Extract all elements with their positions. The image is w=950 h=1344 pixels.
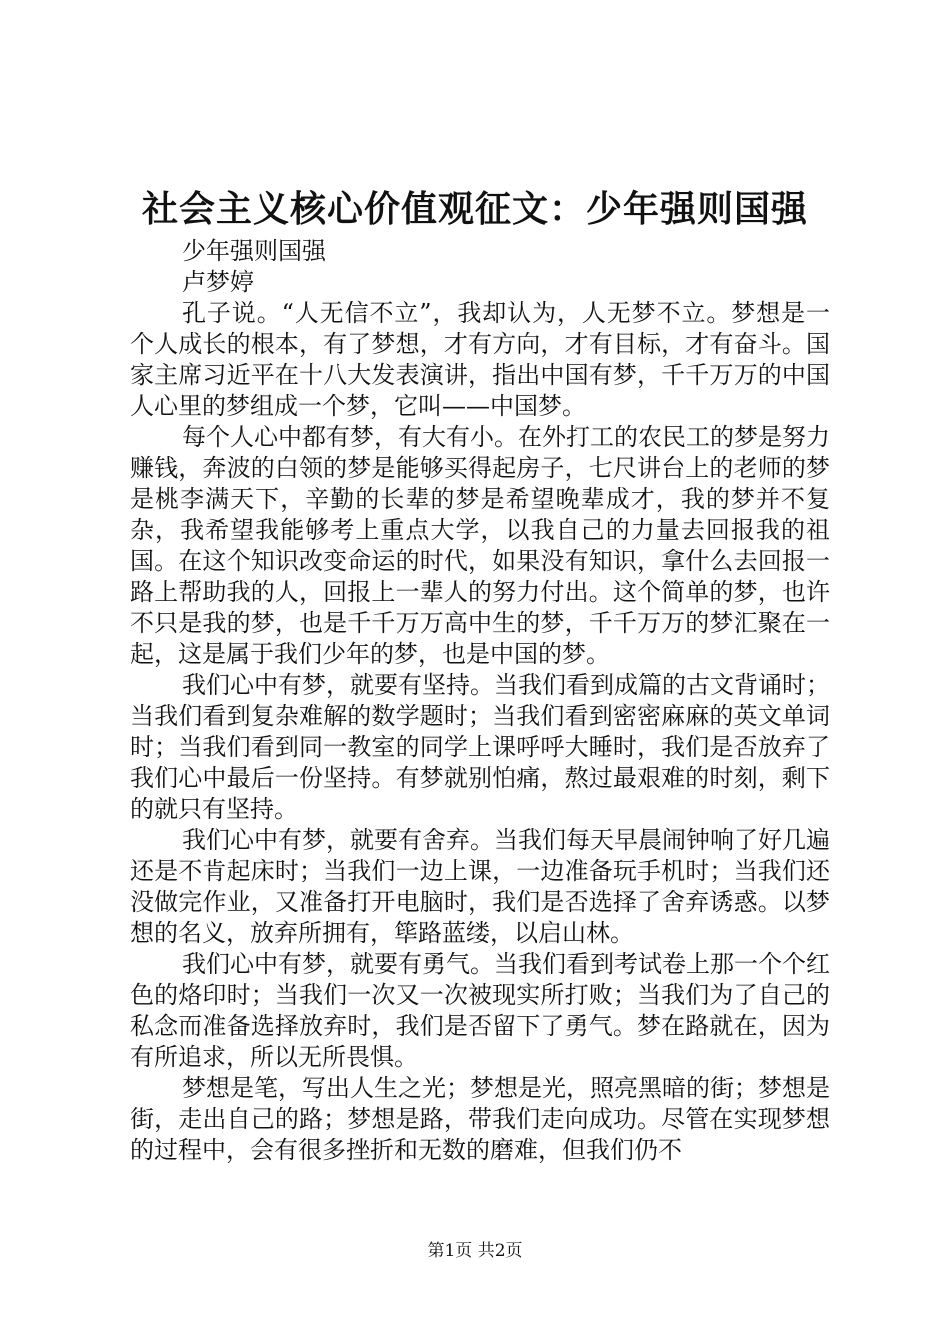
page-footer: 第1页 共2页 xyxy=(427,1241,523,1261)
document-body xyxy=(130,236,830,1166)
paragraph: 我们心中有梦，就要有勇气。当我们看到考试卷上那一个个红色的烙印时；当我们一次又一次被现实所打败；当我们为了自己的私念而准备选择放弃时，我们是否留下了勇气。梦在路就在，因为有所追求，所以无所畏惧。 xyxy=(130,950,830,1071)
paragraph: 我们心中有梦，就要有坚持。当我们看到成篇的古文背诵时；当我们看到复杂难解的数学题时；当我们看到密密麻麻的英文单词时；当我们看到同一教室的同学上课呼呼大睡时，我们是否放弃了我们心中最后一份坚持。有梦就别怕痛，熬过最艰难的时刻，剩下的就只有坚持。 xyxy=(130,671,830,823)
author-line: 卢梦婷 xyxy=(182,268,254,296)
paragraph: 每个人心中都有梦，有大有小。在外打工的农民工的梦是努力赚钱，奔波的白领的梦是能够买得起房子，七尺讲台上的老师的梦是桃李满天下，辛勤的长辈的梦是希望晚辈成才，我的梦并不复杂，我希望我能够考上重点大学，以我自己的力量去回报我的祖国。在这个知识改变命运的时代，如果没有知识，拿什么去回报一路上帮助我的人，回报上一辈人的努力付出。这个简单的梦，也许不只是我的梦，也是千千万万高中生的梦，千千万万的梦汇聚在一起，这是属于我们少年的梦，也是中国的梦。 xyxy=(130,423,830,668)
paragraph: 我们心中有梦，就要有舍弃。当我们每天早晨闹钟响了好几遍还是不肯起床时；当我们一边上课，一边准备玩手机时；当我们还没做完作业，又准备打开电脑时，我们是否选择了舍弃诱惑。以梦想的名义，放弃所拥有，筚路蓝缕，以启山林。 xyxy=(130,826,830,947)
subtitle-line: 少年强则国强 xyxy=(182,237,326,265)
paragraph: 梦想是笔，写出人生之光；梦想是光，照亮黑暗的街；梦想是街，走出自己的路；梦想是路，带我们走向成功。尽管在实现梦想的过程中，会有很多挫折和无数的磨难，但我们仍不 xyxy=(130,1074,830,1164)
paragraph: 孔子说。“人无信不立”，我却认为，人无梦不立。梦想是一个人成长的根本，有了梦想，才有方向，才有目标，才有奋斗。国家主席习近平在十八大发表演讲，指出中国有梦，千千万万的中国人心里的梦组成一个梦，它叫——中国梦。 xyxy=(130,299,830,420)
document-title: 社会主义核心价值观征文：少年强则国强 xyxy=(141,189,808,230)
